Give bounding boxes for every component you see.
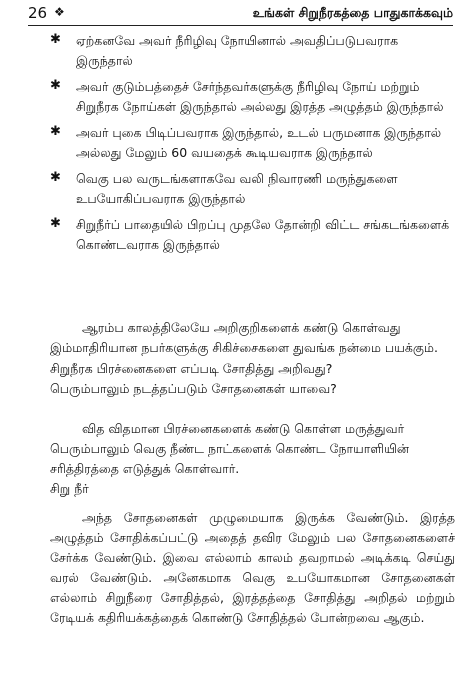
asterisk-bullet-icon: ✱ xyxy=(50,78,61,93)
running-title: உங்கள் சிறுநீரகத்தை பாதுகாக்கவும் xyxy=(252,5,453,20)
paragraph-history: வித விதமான பிரச்னைகளைக் கண்டு கொள்ள மருத்துவர் பெரும்பாலும் வெகு நீண்ட நாட்களைக் கொண்ட நோயாளியின் சரித்திரத்தை எடுத்துக் கொள்வார். xyxy=(50,421,410,476)
list-item-text: அவர் குடும்பத்தைச் சேர்ந்தவர்களுக்கு நீரிழிவு நோய் மற்றும் சிறுநீரக நோய்கள் இருந்தால் அல்லது இரத்த அழுத்தம் இருந்தால் xyxy=(76,79,444,114)
asterisk-bullet-icon: ✱ xyxy=(50,170,61,185)
question-line: சிறுநீரக பிரச்னைகளை எப்படி சோதித்து அறிவது? xyxy=(50,361,333,376)
question-line: பெரும்பாலும் நடத்தப்படும் சோதனைகள் யாவை? xyxy=(50,381,337,396)
page-header xyxy=(28,4,453,26)
list-item xyxy=(50,122,455,162)
subheading-urine: சிறு நீர் xyxy=(50,481,89,496)
page-number: 26 xyxy=(28,4,48,22)
list-item-text: வெகு பல வருடங்களாகவே வலி நிவாரணி மருந்துகளை உபயோகிப்பவராக இருந்தால் xyxy=(76,171,398,206)
list-item xyxy=(50,168,455,208)
list-item xyxy=(50,214,455,254)
asterisk-bullet-icon: ✱ xyxy=(50,124,61,139)
question-heading xyxy=(50,359,455,399)
header-rule xyxy=(28,25,453,26)
paragraph-tests: அந்த சோதனைகள் முழுமையாக இருக்க வேண்டும். இரத்த அழுத்தம் சோதிக்கப்பட்டு அதைத் தவிர மேலும் பல சோதனைகளைச் சேர்க்க வேண்டும். இவை எல்லாம் காலம் தவறாமல் அடிக்கடி செய்து வரல் வேண்டும். அனேகமாக வெகு உபயோகமான சோதனைகள் எல்லாம் சிறுநீரை சோதித்தல், இரத்தத்தை சோதித்து அறிதல் மற்றும் ரேடியக் கதிரியக்கத்தைக் கொண்டு சோதித்தல் போன்றவை ஆகும். xyxy=(50,510,455,625)
list-item xyxy=(50,76,455,116)
list-item-text: ஏற்கனவே அவர் நீரிழிவு நோயினால் அவதிப்படுபவராக இருந்தால் xyxy=(76,33,399,68)
list-item-text: சிறுநீர்ப் பாதையில் பிறப்பு முதலே தோன்றி விட்ட சங்கடங்களைக் கொண்டவராக இருந்தால் xyxy=(76,217,450,252)
asterisk-bullet-icon: ✱ xyxy=(50,32,61,47)
bullet-list xyxy=(50,30,455,260)
asterisk-bullet-icon: ✱ xyxy=(50,216,61,231)
diamond-ornament-icon: ❖ xyxy=(54,5,65,19)
list-item xyxy=(50,30,455,70)
paragraph-intro: ஆரம்ப காலத்திலேயே அறிகுறிகளைக் கண்டு கொள்வது இம்மாதிரியான நபர்களுக்கு சிகிச்சைகளை துவங்க நன்மை பயக்கும். xyxy=(50,320,438,355)
list-item-text: அவர் புகை பிடிப்பவராக இருந்தால், உடல் பருமனாக இருந்தால் அல்லது மேலும் 60 வயதைக் கூடியவராக இருந்தால் xyxy=(76,125,442,160)
